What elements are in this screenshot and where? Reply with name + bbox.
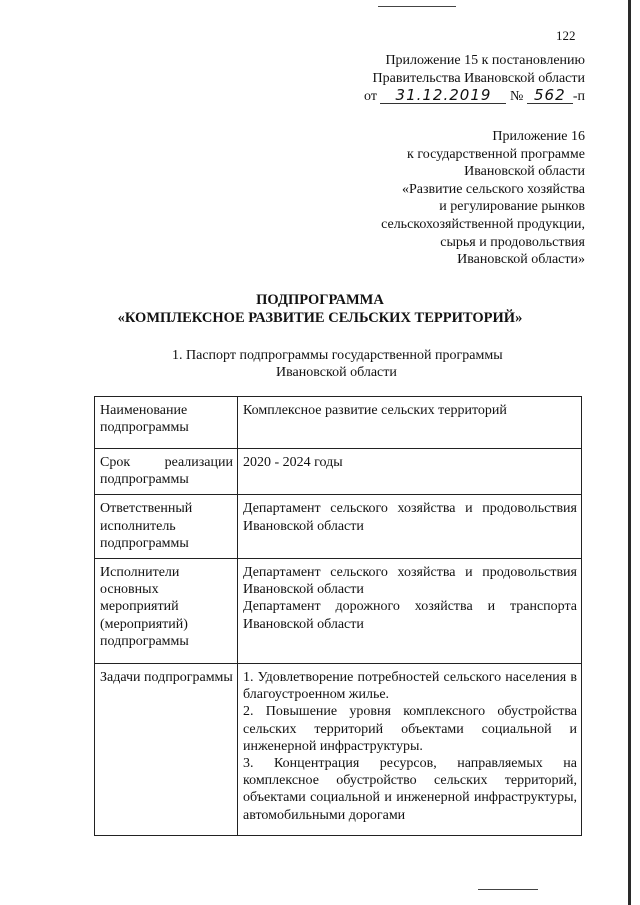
row-value-item: Департамент сельского хозяйства и продовольствия Ивановской области — [243, 565, 577, 598]
section-heading-line1: 1. Паспорт подпрограммы государственной программы — [172, 348, 503, 363]
row-label — [95, 449, 238, 495]
annex-16-line: сырья и продовольствия — [440, 234, 585, 250]
title-line1: ПОДПРОГРАММА — [256, 292, 384, 308]
section-heading-line2: Ивановской области — [276, 365, 397, 380]
row-label: Ответственный исполнитель подпрограммы — [95, 495, 238, 559]
bottom-rule — [478, 889, 538, 890]
task-item: 3. Концентрация ресурсов, направляемых на комплексное обустройство сельских территорий, объектами социальной и инженерной инфраструктуры, автомобильными дорогами — [243, 756, 577, 823]
annex-15-line2: Правительства Ивановской области — [372, 71, 585, 86]
table-row — [95, 495, 582, 559]
annex-16-line: Приложение 16 — [492, 129, 585, 144]
row-label-line2: подпрограммы — [100, 472, 189, 488]
table-row — [95, 559, 582, 664]
row-value: Департамент сельского хозяйства и продовольствия Ивановской области — [238, 495, 582, 559]
title-line2: «КОМПЛЕКСНОЕ РАЗВИТИЕ СЕЛЬСКИХ ТЕРРИТОРИЙ» — [117, 310, 523, 326]
table-row — [95, 449, 582, 495]
row-label: Исполнители основных мероприятий (мероприятий) подпрограммы — [95, 559, 238, 664]
task-item: 1. Удовлетворение потребностей сельского населения в благоустроенном жилье. — [243, 670, 577, 703]
annex-15-line1: Приложение 15 к постановлению — [385, 53, 585, 68]
row-label-part: реализации — [164, 455, 233, 470]
handwritten-number: 562 — [527, 88, 573, 104]
table-row — [95, 664, 582, 836]
row-label-part: Срок — [100, 455, 131, 470]
page-number: 122 — [556, 28, 576, 43]
annex-16-line: к государственной программе — [407, 146, 585, 162]
handwritten-date: 31.12.2019 — [380, 88, 506, 104]
row-value: 2020 - 2024 годы — [238, 449, 582, 495]
annex-16-line: Ивановской области — [464, 164, 585, 180]
number-suffix: -п — [572, 89, 585, 104]
date-prefix: от — [364, 89, 377, 104]
number-prefix: № — [509, 89, 524, 104]
scan-edge — [628, 0, 631, 905]
annex-15-reference — [364, 88, 585, 106]
annex-16-line: «Развитие сельского хозяйства — [401, 181, 585, 197]
top-rule — [378, 6, 456, 7]
passport-table — [94, 396, 582, 836]
annex-16-line: Ивановской области» — [457, 252, 585, 268]
row-label-line1 — [100, 454, 233, 471]
document-title — [0, 291, 640, 327]
annex-15-block — [364, 52, 585, 106]
section-heading — [172, 347, 540, 381]
row-value-item: Департамент дорожного хозяйства и транспорта Ивановской области — [243, 599, 577, 632]
annex-16-line: сельскохозяйственной продукции, — [381, 216, 585, 232]
row-label: Задачи подпрограммы — [95, 664, 238, 836]
annex-16-block — [381, 128, 585, 269]
row-value — [238, 664, 582, 836]
table-row — [95, 397, 582, 449]
row-value: Комплексное развитие сельских территорий — [238, 397, 582, 449]
annex-16-line: и регулирование рынков — [439, 199, 585, 215]
task-item: 2. Повышение уровня комплексного обустройства сельских территорий объектами социальной и инженерной инфраструктуры. — [243, 704, 577, 754]
row-value — [238, 559, 582, 664]
row-label: Наименование подпрограммы — [95, 397, 238, 449]
